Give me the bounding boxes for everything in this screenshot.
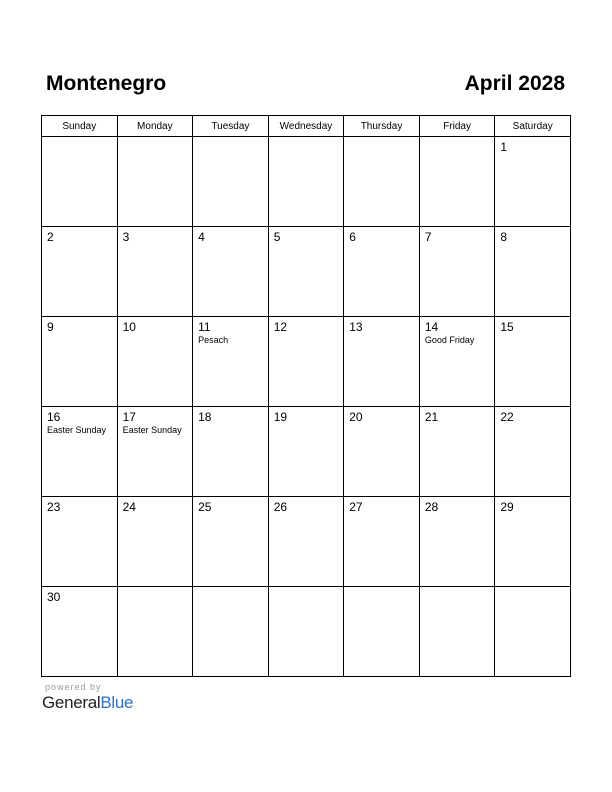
day-cell xyxy=(117,497,193,587)
day-cell xyxy=(495,137,571,227)
day-cell xyxy=(42,407,118,497)
day-number: 16 xyxy=(47,410,61,424)
week-row xyxy=(42,587,571,677)
day-number: 14 xyxy=(424,320,439,334)
day-number: 4 xyxy=(198,230,205,244)
day-number: 22 xyxy=(500,410,514,424)
weekday-tuesday: Tuesday xyxy=(193,116,269,137)
day-cell xyxy=(495,497,571,587)
day-cell xyxy=(42,587,118,677)
brand-blue-text: Blue xyxy=(100,693,134,712)
day-cell xyxy=(42,497,118,587)
day-number: 2 xyxy=(47,230,54,244)
week-row xyxy=(42,227,571,317)
empty-day-cell xyxy=(419,587,495,677)
day-cell xyxy=(268,227,344,317)
footer-branding xyxy=(42,682,133,713)
day-number: 15 xyxy=(500,320,514,334)
day-number: 13 xyxy=(349,320,363,334)
powered-by-text: powered by xyxy=(45,682,102,692)
holiday-label: Easter Sunday xyxy=(47,425,107,435)
holiday-label: Pesach xyxy=(198,335,229,345)
day-cell xyxy=(495,407,571,497)
day-number: 25 xyxy=(198,500,212,514)
day-number: 5 xyxy=(273,230,281,244)
day-cell xyxy=(419,317,495,407)
day-number: 11 xyxy=(198,320,211,334)
week-row xyxy=(42,497,571,587)
weekday-saturday: Saturday xyxy=(495,116,571,137)
day-number: 29 xyxy=(500,500,514,514)
holiday-label: Good Friday xyxy=(424,335,475,345)
empty-day-cell xyxy=(193,137,269,227)
day-cell xyxy=(193,497,269,587)
day-number: 3 xyxy=(122,230,130,244)
empty-day-cell xyxy=(268,587,344,677)
day-cell xyxy=(344,407,420,497)
brand-general-text: General xyxy=(42,693,101,712)
day-cell xyxy=(117,407,193,497)
month-year-title: April 2028 xyxy=(464,72,565,95)
day-cell xyxy=(193,317,269,407)
empty-day-cell xyxy=(117,137,193,227)
day-number: 1 xyxy=(500,140,508,154)
day-number: 12 xyxy=(273,320,288,334)
weekday-thursday: Thursday xyxy=(344,116,420,137)
month-calendar-grid xyxy=(41,115,571,677)
day-number: 27 xyxy=(349,500,363,514)
empty-day-cell xyxy=(495,587,571,677)
day-cell xyxy=(495,317,571,407)
day-number: 8 xyxy=(500,230,508,244)
day-cell xyxy=(344,497,420,587)
day-number: 30 xyxy=(47,590,61,604)
day-number: 26 xyxy=(273,500,288,514)
day-cell xyxy=(42,317,118,407)
day-cell xyxy=(419,227,495,317)
day-number: 19 xyxy=(273,410,288,424)
day-cell xyxy=(42,227,118,317)
day-cell xyxy=(268,407,344,497)
weekday-header-row xyxy=(42,116,571,137)
day-cell xyxy=(344,317,420,407)
country-title: Montenegro xyxy=(46,72,167,95)
empty-day-cell xyxy=(344,587,420,677)
generalblue-logo[interactable] xyxy=(42,693,133,713)
weekday-monday: Monday xyxy=(117,116,193,137)
day-cell xyxy=(419,497,495,587)
day-cell xyxy=(344,227,420,317)
week-row xyxy=(42,137,571,227)
day-number: 9 xyxy=(47,320,54,334)
day-number: 23 xyxy=(47,500,61,514)
day-cell xyxy=(419,407,495,497)
day-number: 24 xyxy=(122,500,136,514)
day-cell xyxy=(193,227,269,317)
day-number: 28 xyxy=(424,500,439,514)
day-number: 18 xyxy=(198,410,212,424)
empty-day-cell xyxy=(117,587,193,677)
day-number: 17 xyxy=(122,410,136,424)
day-number: 10 xyxy=(122,320,136,334)
day-number: 20 xyxy=(349,410,363,424)
empty-day-cell xyxy=(419,137,495,227)
day-cell xyxy=(268,317,344,407)
empty-day-cell xyxy=(344,137,420,227)
holiday-label: Easter Sunday xyxy=(122,425,182,435)
day-cell xyxy=(117,317,193,407)
day-cell xyxy=(117,227,193,317)
week-row xyxy=(42,317,571,407)
day-number: 7 xyxy=(424,230,432,244)
day-cell xyxy=(495,227,571,317)
empty-day-cell xyxy=(268,137,344,227)
calendar-header xyxy=(41,70,571,100)
day-number: 21 xyxy=(424,410,439,424)
weekday-friday: Friday xyxy=(419,116,495,137)
day-number: 6 xyxy=(349,230,356,244)
day-cell xyxy=(193,407,269,497)
day-cell xyxy=(268,497,344,587)
empty-day-cell xyxy=(42,137,118,227)
weekday-sunday: Sunday xyxy=(42,116,118,137)
empty-day-cell xyxy=(193,587,269,677)
weekday-wednesday: Wednesday xyxy=(268,116,344,137)
week-row xyxy=(42,407,571,497)
